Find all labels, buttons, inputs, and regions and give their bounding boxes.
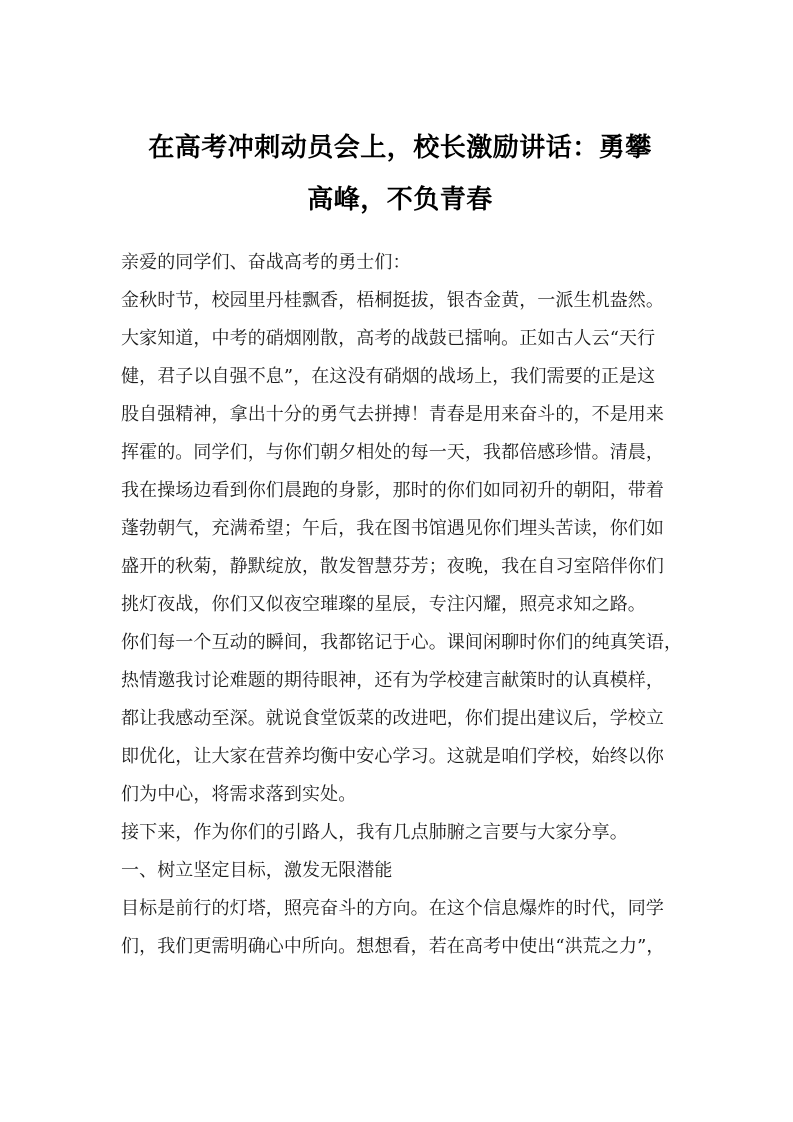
paragraph-line: 热情邀我讨论难题的期待眼神，还有为学校建言献策时的认真模样， — [121, 670, 664, 691]
paragraph-line: 目标是前行的灯塔，照亮奋斗的方向。在这个信息爆炸的时代，同学 — [121, 898, 664, 919]
paragraph-line: 挥霍的。同学们，与你们朝夕相处的每一天，我都倍感珍惜。清晨， — [121, 442, 664, 463]
paragraph-line: 蓬勃朝气，充满希望；午后，我在图书馆遇见你们埋头苦读，你们如 — [121, 518, 664, 539]
paragraph-line: 们为中心，将需求落到实处。 — [121, 784, 357, 805]
title-line-2: 高峰，不负青春 — [307, 185, 493, 215]
paragraph-line: 都让我感动至深。就说食堂饭菜的改进吧，你们提出建议后，学校立 — [121, 708, 664, 729]
paragraph-line: 盛开的秋菊，静默绽放，散发智慧芬芳；夜晚，我在自习室陪伴你们 — [121, 556, 664, 577]
paragraph-line: 健，君子以自强不息”，在这没有硝烟的战场上，我们需要的正是这 — [121, 366, 656, 387]
paragraph-line: 金秋时节，校园里丹桂飘香，梧桐挺拔，银杏金黄，一派生机盎然。 — [121, 290, 664, 311]
page-title — [110, 122, 690, 226]
title-line-1: 在高考冲刺动员会上，校长激励讲话：勇攀 — [148, 133, 652, 163]
section-heading: 一、树立坚定目标，激发无限潜能 — [121, 860, 393, 881]
salutation: 亲爱的同学们、奋战高考的勇士们： — [121, 252, 411, 273]
paragraph-line: 挑灯夜战，你们又似夜空璀璨的星辰，专注闪耀，照亮求知之路。 — [121, 594, 646, 615]
paragraph-line: 大家知道，中考的硝烟刚散，高考的战鼓已擂响。正如古人云“天行 — [121, 328, 656, 349]
paragraph-line: 股自强精神，拿出十分的勇气去拼搏！青春是用来奋斗的，不是用来 — [121, 404, 664, 425]
paragraph-line: 我在操场边看到你们晨跑的身影，那时的你们如同初升的朝阳，带着 — [121, 480, 664, 501]
paragraph-line: 们，我们更需明确心中所向。想想看，若在高考中使出“洪荒之力”， — [121, 936, 665, 957]
paragraph-line: 你们每一个互动的瞬间，我都铭记于心。课间闲聊时你们的纯真笑语， — [121, 632, 683, 653]
paragraph-line: 接下来，作为你们的引路人，我有几点肺腑之言要与大家分享。 — [121, 822, 628, 843]
paragraph-line: 即优化，让大家在营养均衡中安心学习。这就是咱们学校，始终以你 — [121, 746, 664, 767]
speech-body — [121, 244, 681, 966]
